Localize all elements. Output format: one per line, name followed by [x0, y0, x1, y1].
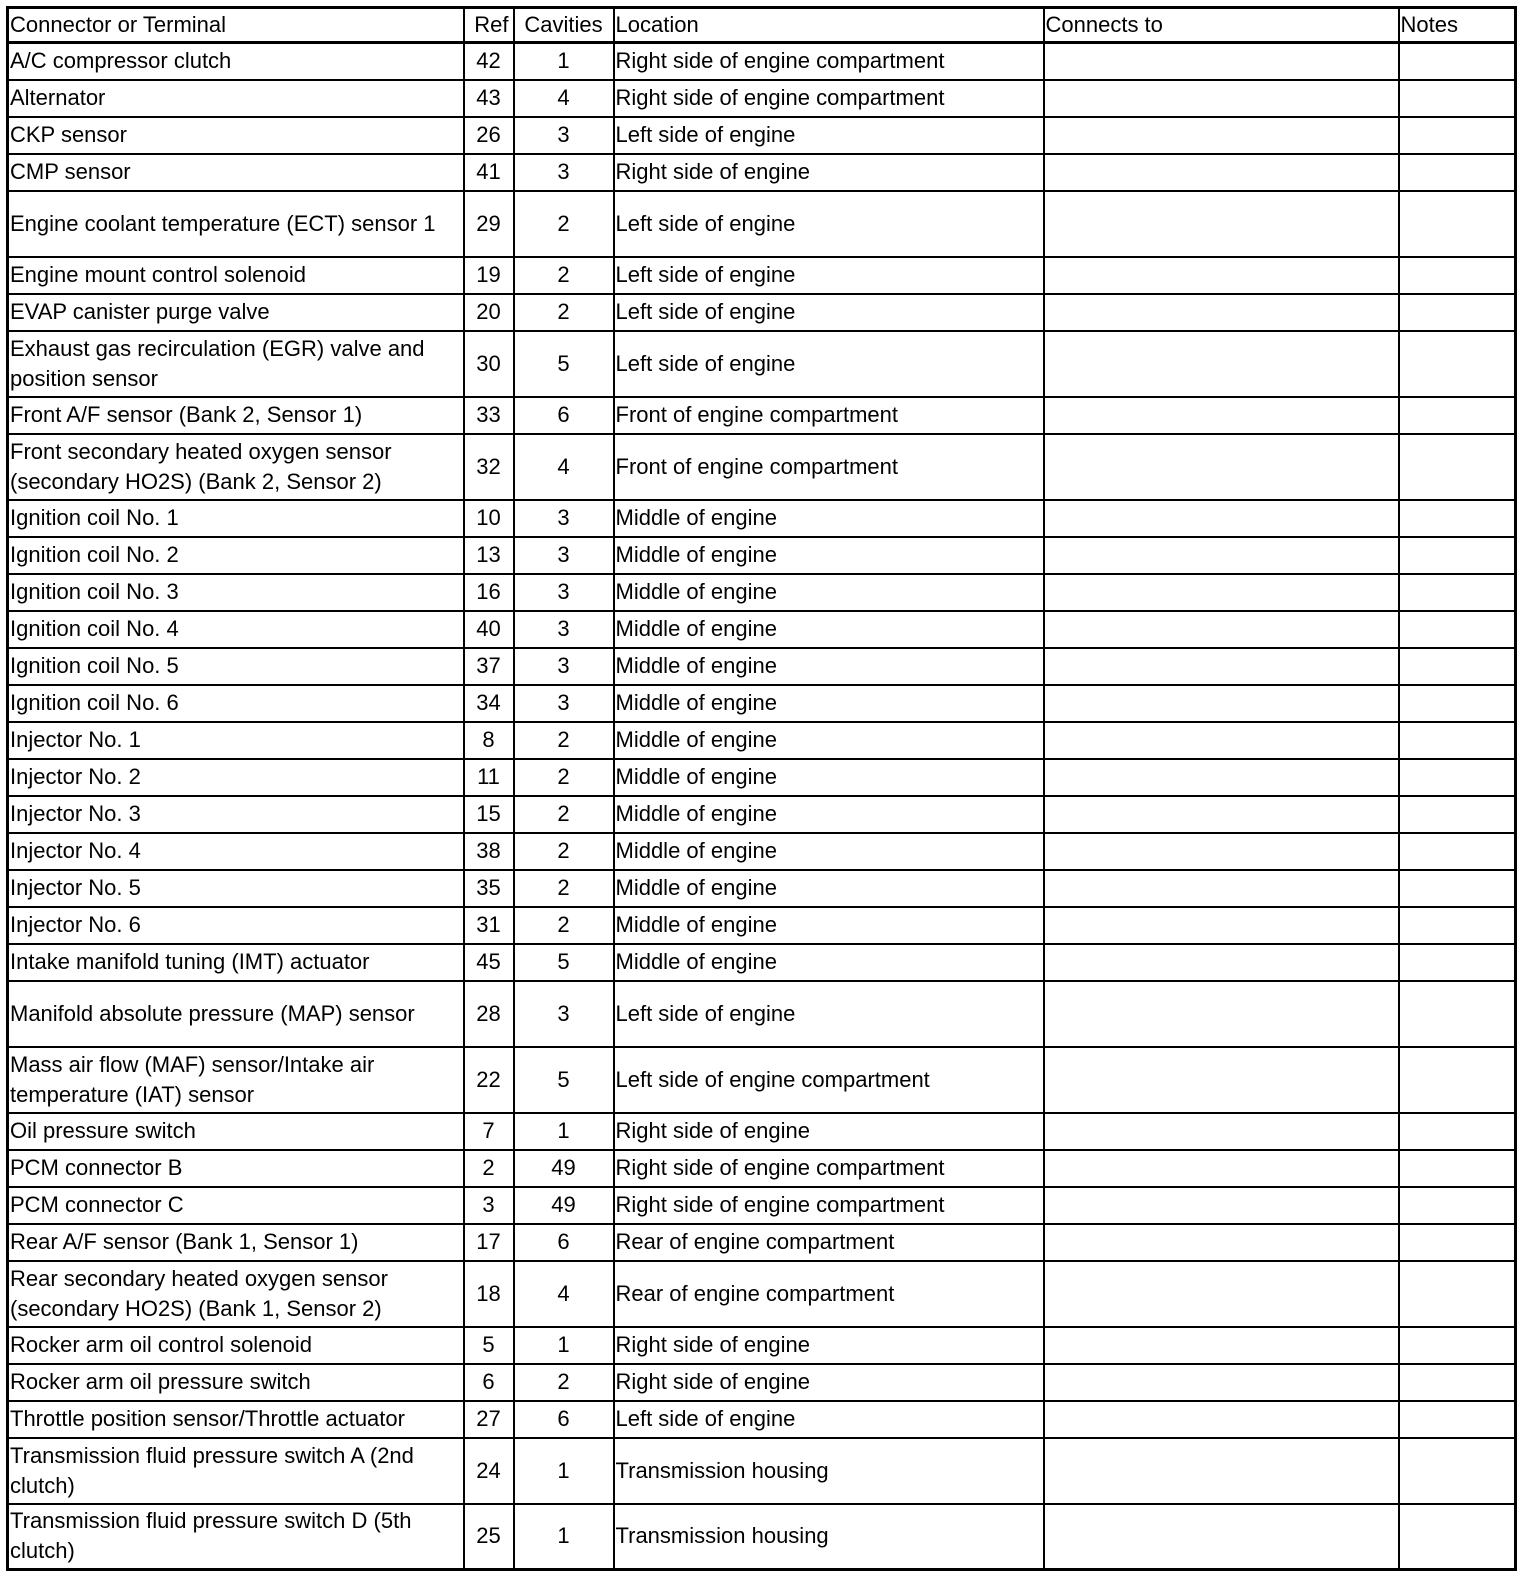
cell-location: Left side of engine: [614, 257, 1044, 294]
cell-notes: [1399, 722, 1516, 759]
cell-notes: [1399, 1504, 1516, 1570]
cell-ref: 34: [464, 685, 514, 722]
cell-notes: [1399, 537, 1516, 574]
cell-notes: [1399, 43, 1516, 80]
table-row: [8, 796, 1516, 833]
cell-notes: [1399, 1150, 1516, 1187]
cell-connector: CMP sensor: [8, 154, 464, 191]
cell-connector: EVAP canister purge valve: [8, 294, 464, 331]
cell-location: Transmission housing: [614, 1504, 1044, 1570]
cell-connector: Injector No. 6: [8, 907, 464, 944]
table-row: [8, 685, 1516, 722]
cell-connector: Alternator: [8, 80, 464, 117]
cell-location: Middle of engine: [614, 944, 1044, 981]
cell-cavities: 2: [514, 870, 614, 907]
cell-location: Middle of engine: [614, 907, 1044, 944]
cell-cavities: 49: [514, 1187, 614, 1224]
cell-notes: [1399, 759, 1516, 796]
cell-location: Middle of engine: [614, 722, 1044, 759]
cell-location: Left side of engine: [614, 191, 1044, 257]
cell-cavities: 3: [514, 611, 614, 648]
cell-notes: [1399, 833, 1516, 870]
cell-ref: 16: [464, 574, 514, 611]
cell-connector: Ignition coil No. 6: [8, 685, 464, 722]
cell-notes: [1399, 397, 1516, 434]
cell-connector: Injector No. 3: [8, 796, 464, 833]
cell-location: Right side of engine: [614, 1113, 1044, 1150]
cell-location: Front of engine compartment: [614, 434, 1044, 500]
cell-connects-to: [1044, 574, 1399, 611]
cell-ref: 2: [464, 1150, 514, 1187]
cell-location: Middle of engine: [614, 648, 1044, 685]
cell-notes: [1399, 257, 1516, 294]
cell-location: Middle of engine: [614, 796, 1044, 833]
cell-notes: [1399, 1401, 1516, 1438]
cell-connects-to: [1044, 759, 1399, 796]
cell-ref: 22: [464, 1047, 514, 1113]
cell-ref: 40: [464, 611, 514, 648]
cell-notes: [1399, 685, 1516, 722]
cell-ref: 45: [464, 944, 514, 981]
cell-cavities: 3: [514, 648, 614, 685]
cell-connector: Ignition coil No. 5: [8, 648, 464, 685]
cell-connector: Injector No. 2: [8, 759, 464, 796]
cell-connects-to: [1044, 80, 1399, 117]
cell-connects-to: [1044, 331, 1399, 397]
cell-connects-to: [1044, 722, 1399, 759]
cell-cavities: 2: [514, 191, 614, 257]
header-row: [8, 8, 1516, 43]
cell-connects-to: [1044, 1401, 1399, 1438]
table-body: [8, 43, 1516, 1570]
cell-connects-to: [1044, 1187, 1399, 1224]
cell-cavities: 5: [514, 944, 614, 981]
cell-cavities: 1: [514, 1438, 614, 1504]
cell-ref: 8: [464, 722, 514, 759]
cell-connector: Front A/F sensor (Bank 2, Sensor 1): [8, 397, 464, 434]
cell-notes: [1399, 1327, 1516, 1364]
cell-location: Left side of engine: [614, 294, 1044, 331]
cell-connects-to: [1044, 870, 1399, 907]
cell-connects-to: [1044, 981, 1399, 1047]
cell-ref: 20: [464, 294, 514, 331]
cell-ref: 29: [464, 191, 514, 257]
cell-connects-to: [1044, 1327, 1399, 1364]
table-row: [8, 1261, 1516, 1327]
table-row: [8, 833, 1516, 870]
cell-location: Rear of engine compartment: [614, 1224, 1044, 1261]
cell-cavities: 3: [514, 574, 614, 611]
cell-location: Right side of engine compartment: [614, 80, 1044, 117]
cell-cavities: 1: [514, 43, 614, 80]
cell-location: Rear of engine compartment: [614, 1261, 1044, 1327]
cell-connects-to: [1044, 294, 1399, 331]
cell-notes: [1399, 1187, 1516, 1224]
cell-notes: [1399, 191, 1516, 257]
cell-location: Middle of engine: [614, 537, 1044, 574]
cell-connector: Rear A/F sensor (Bank 1, Sensor 1): [8, 1224, 464, 1261]
header-cavities: Cavities: [514, 8, 614, 43]
cell-notes: [1399, 154, 1516, 191]
cell-ref: 3: [464, 1187, 514, 1224]
table-row: [8, 1504, 1516, 1570]
table-row: [8, 397, 1516, 434]
cell-location: Middle of engine: [614, 685, 1044, 722]
cell-cavities: 2: [514, 257, 614, 294]
cell-cavities: 1: [514, 1113, 614, 1150]
cell-cavities: 3: [514, 685, 614, 722]
cell-cavities: 2: [514, 907, 614, 944]
table-row: [8, 611, 1516, 648]
cell-connector: Rocker arm oil pressure switch: [8, 1364, 464, 1401]
cell-location: Middle of engine: [614, 574, 1044, 611]
cell-ref: 37: [464, 648, 514, 685]
cell-connects-to: [1044, 1047, 1399, 1113]
cell-connects-to: [1044, 1438, 1399, 1504]
table-row: [8, 537, 1516, 574]
cell-connects-to: [1044, 43, 1399, 80]
cell-connector: Rocker arm oil control solenoid: [8, 1327, 464, 1364]
cell-location: Middle of engine: [614, 759, 1044, 796]
cell-connects-to: [1044, 833, 1399, 870]
cell-ref: 24: [464, 1438, 514, 1504]
table-row: [8, 907, 1516, 944]
cell-connector: Ignition coil No. 1: [8, 500, 464, 537]
cell-ref: 26: [464, 117, 514, 154]
table-row: [8, 870, 1516, 907]
cell-notes: [1399, 1047, 1516, 1113]
cell-ref: 15: [464, 796, 514, 833]
table-row: [8, 759, 1516, 796]
cell-notes: [1399, 944, 1516, 981]
cell-cavities: 5: [514, 1047, 614, 1113]
cell-ref: 13: [464, 537, 514, 574]
cell-connector: Ignition coil No. 2: [8, 537, 464, 574]
cell-notes: [1399, 611, 1516, 648]
cell-notes: [1399, 648, 1516, 685]
cell-ref: 32: [464, 434, 514, 500]
cell-notes: [1399, 294, 1516, 331]
cell-ref: 18: [464, 1261, 514, 1327]
cell-connects-to: [1044, 907, 1399, 944]
cell-connects-to: [1044, 685, 1399, 722]
cell-location: Left side of engine compartment: [614, 1047, 1044, 1113]
cell-location: Right side of engine compartment: [614, 43, 1044, 80]
cell-cavities: 2: [514, 1364, 614, 1401]
header-notes: Notes: [1399, 8, 1516, 43]
cell-connects-to: [1044, 154, 1399, 191]
table-row: [8, 944, 1516, 981]
cell-notes: [1399, 1224, 1516, 1261]
table-row: [8, 331, 1516, 397]
cell-connects-to: [1044, 434, 1399, 500]
table-row: [8, 80, 1516, 117]
table-row: [8, 43, 1516, 80]
cell-connects-to: [1044, 191, 1399, 257]
cell-ref: 7: [464, 1113, 514, 1150]
cell-ref: 27: [464, 1401, 514, 1438]
table-row: [8, 648, 1516, 685]
cell-connector: Front secondary heated oxygen sensor (secondary HO2S) (Bank 2, Sensor 2): [8, 434, 464, 500]
cell-location: Right side of engine compartment: [614, 1150, 1044, 1187]
cell-ref: 6: [464, 1364, 514, 1401]
cell-cavities: 2: [514, 833, 614, 870]
cell-location: Middle of engine: [614, 611, 1044, 648]
cell-cavities: 2: [514, 722, 614, 759]
cell-notes: [1399, 1113, 1516, 1150]
cell-cavities: 2: [514, 796, 614, 833]
table-row: [8, 1224, 1516, 1261]
cell-cavities: 6: [514, 1401, 614, 1438]
cell-connector: Exhaust gas recirculation (EGR) valve and position sensor: [8, 331, 464, 397]
cell-cavities: 3: [514, 500, 614, 537]
cell-connector: Mass air flow (MAF) sensor/Intake air temperature (IAT) sensor: [8, 1047, 464, 1113]
cell-connects-to: [1044, 117, 1399, 154]
cell-cavities: 5: [514, 331, 614, 397]
table-row: [8, 981, 1516, 1047]
cell-cavities: 2: [514, 294, 614, 331]
cell-ref: 11: [464, 759, 514, 796]
cell-ref: 31: [464, 907, 514, 944]
cell-ref: 25: [464, 1504, 514, 1570]
table-row: [8, 722, 1516, 759]
cell-cavities: 6: [514, 397, 614, 434]
cell-notes: [1399, 870, 1516, 907]
table-row: [8, 294, 1516, 331]
cell-connects-to: [1044, 611, 1399, 648]
cell-connector: Transmission fluid pressure switch A (2nd clutch): [8, 1438, 464, 1504]
cell-cavities: 4: [514, 80, 614, 117]
cell-ref: 33: [464, 397, 514, 434]
table-row: [8, 500, 1516, 537]
cell-connector: Injector No. 5: [8, 870, 464, 907]
cell-connects-to: [1044, 1261, 1399, 1327]
cell-connects-to: [1044, 648, 1399, 685]
cell-connector: CKP sensor: [8, 117, 464, 154]
cell-connects-to: [1044, 397, 1399, 434]
cell-ref: 35: [464, 870, 514, 907]
cell-connector: Injector No. 1: [8, 722, 464, 759]
cell-notes: [1399, 1261, 1516, 1327]
cell-connects-to: [1044, 257, 1399, 294]
cell-location: Right side of engine: [614, 154, 1044, 191]
table-row: [8, 117, 1516, 154]
cell-location: Middle of engine: [614, 833, 1044, 870]
cell-connects-to: [1044, 500, 1399, 537]
cell-notes: [1399, 907, 1516, 944]
cell-location: Right side of engine: [614, 1364, 1044, 1401]
cell-cavities: 4: [514, 1261, 614, 1327]
cell-notes: [1399, 117, 1516, 154]
header-connects-to: Connects to: [1044, 8, 1399, 43]
cell-connector: Injector No. 4: [8, 833, 464, 870]
cell-connector: Intake manifold tuning (IMT) actuator: [8, 944, 464, 981]
cell-notes: [1399, 500, 1516, 537]
cell-cavities: 1: [514, 1327, 614, 1364]
cell-ref: 17: [464, 1224, 514, 1261]
table-header: [8, 8, 1516, 43]
cell-connector: PCM connector B: [8, 1150, 464, 1187]
cell-location: Right side of engine compartment: [614, 1187, 1044, 1224]
cell-ref: 42: [464, 43, 514, 80]
header-connector: Connector or Terminal: [8, 8, 464, 43]
cell-location: Left side of engine: [614, 331, 1044, 397]
cell-connector: A/C compressor clutch: [8, 43, 464, 80]
table-row: [8, 1438, 1516, 1504]
cell-location: Left side of engine: [614, 981, 1044, 1047]
cell-location: Left side of engine: [614, 1401, 1044, 1438]
cell-ref: 38: [464, 833, 514, 870]
cell-ref: 43: [464, 80, 514, 117]
cell-ref: 10: [464, 500, 514, 537]
connector-table: [6, 6, 1517, 1571]
cell-connector: Manifold absolute pressure (MAP) sensor: [8, 981, 464, 1047]
cell-notes: [1399, 574, 1516, 611]
table-row: [8, 1047, 1516, 1113]
cell-ref: 19: [464, 257, 514, 294]
cell-notes: [1399, 1438, 1516, 1504]
cell-connector: Transmission fluid pressure switch D (5th clutch): [8, 1504, 464, 1570]
table-row: [8, 154, 1516, 191]
cell-notes: [1399, 796, 1516, 833]
cell-notes: [1399, 80, 1516, 117]
cell-notes: [1399, 1364, 1516, 1401]
cell-cavities: 3: [514, 537, 614, 574]
cell-connector: Throttle position sensor/Throttle actuator: [8, 1401, 464, 1438]
cell-connector: Oil pressure switch: [8, 1113, 464, 1150]
cell-connects-to: [1044, 796, 1399, 833]
cell-notes: [1399, 434, 1516, 500]
cell-connector: Rear secondary heated oxygen sensor (secondary HO2S) (Bank 1, Sensor 2): [8, 1261, 464, 1327]
table-row: [8, 191, 1516, 257]
cell-cavities: 4: [514, 434, 614, 500]
cell-location: Right side of engine: [614, 1327, 1044, 1364]
cell-cavities: 6: [514, 1224, 614, 1261]
cell-connector: PCM connector C: [8, 1187, 464, 1224]
cell-cavities: 3: [514, 154, 614, 191]
table-row: [8, 434, 1516, 500]
cell-location: Left side of engine: [614, 117, 1044, 154]
cell-ref: 5: [464, 1327, 514, 1364]
cell-connects-to: [1044, 944, 1399, 981]
table-row: [8, 1327, 1516, 1364]
cell-cavities: 49: [514, 1150, 614, 1187]
table-row: [8, 257, 1516, 294]
cell-connects-to: [1044, 1113, 1399, 1150]
cell-cavities: 3: [514, 981, 614, 1047]
cell-location: Middle of engine: [614, 500, 1044, 537]
cell-connector: Ignition coil No. 3: [8, 574, 464, 611]
cell-cavities: 3: [514, 117, 614, 154]
cell-ref: 28: [464, 981, 514, 1047]
cell-connects-to: [1044, 1224, 1399, 1261]
cell-connects-to: [1044, 1364, 1399, 1401]
cell-ref: 30: [464, 331, 514, 397]
header-location: Location: [614, 8, 1044, 43]
cell-connector: Engine mount control solenoid: [8, 257, 464, 294]
cell-connects-to: [1044, 1150, 1399, 1187]
cell-notes: [1399, 981, 1516, 1047]
header-ref: Ref: [464, 8, 514, 43]
cell-notes: [1399, 331, 1516, 397]
table-row: [8, 1187, 1516, 1224]
cell-ref: 41: [464, 154, 514, 191]
cell-cavities: 1: [514, 1504, 614, 1570]
cell-connector: Engine coolant temperature (ECT) sensor 1: [8, 191, 464, 257]
cell-cavities: 2: [514, 759, 614, 796]
table-row: [8, 1401, 1516, 1438]
cell-connector: Ignition coil No. 4: [8, 611, 464, 648]
table-row: [8, 1150, 1516, 1187]
table-row: [8, 574, 1516, 611]
cell-connects-to: [1044, 1504, 1399, 1570]
cell-location: Front of engine compartment: [614, 397, 1044, 434]
cell-location: Transmission housing: [614, 1438, 1044, 1504]
cell-connects-to: [1044, 537, 1399, 574]
table-row: [8, 1113, 1516, 1150]
cell-location: Middle of engine: [614, 870, 1044, 907]
table-row: [8, 1364, 1516, 1401]
